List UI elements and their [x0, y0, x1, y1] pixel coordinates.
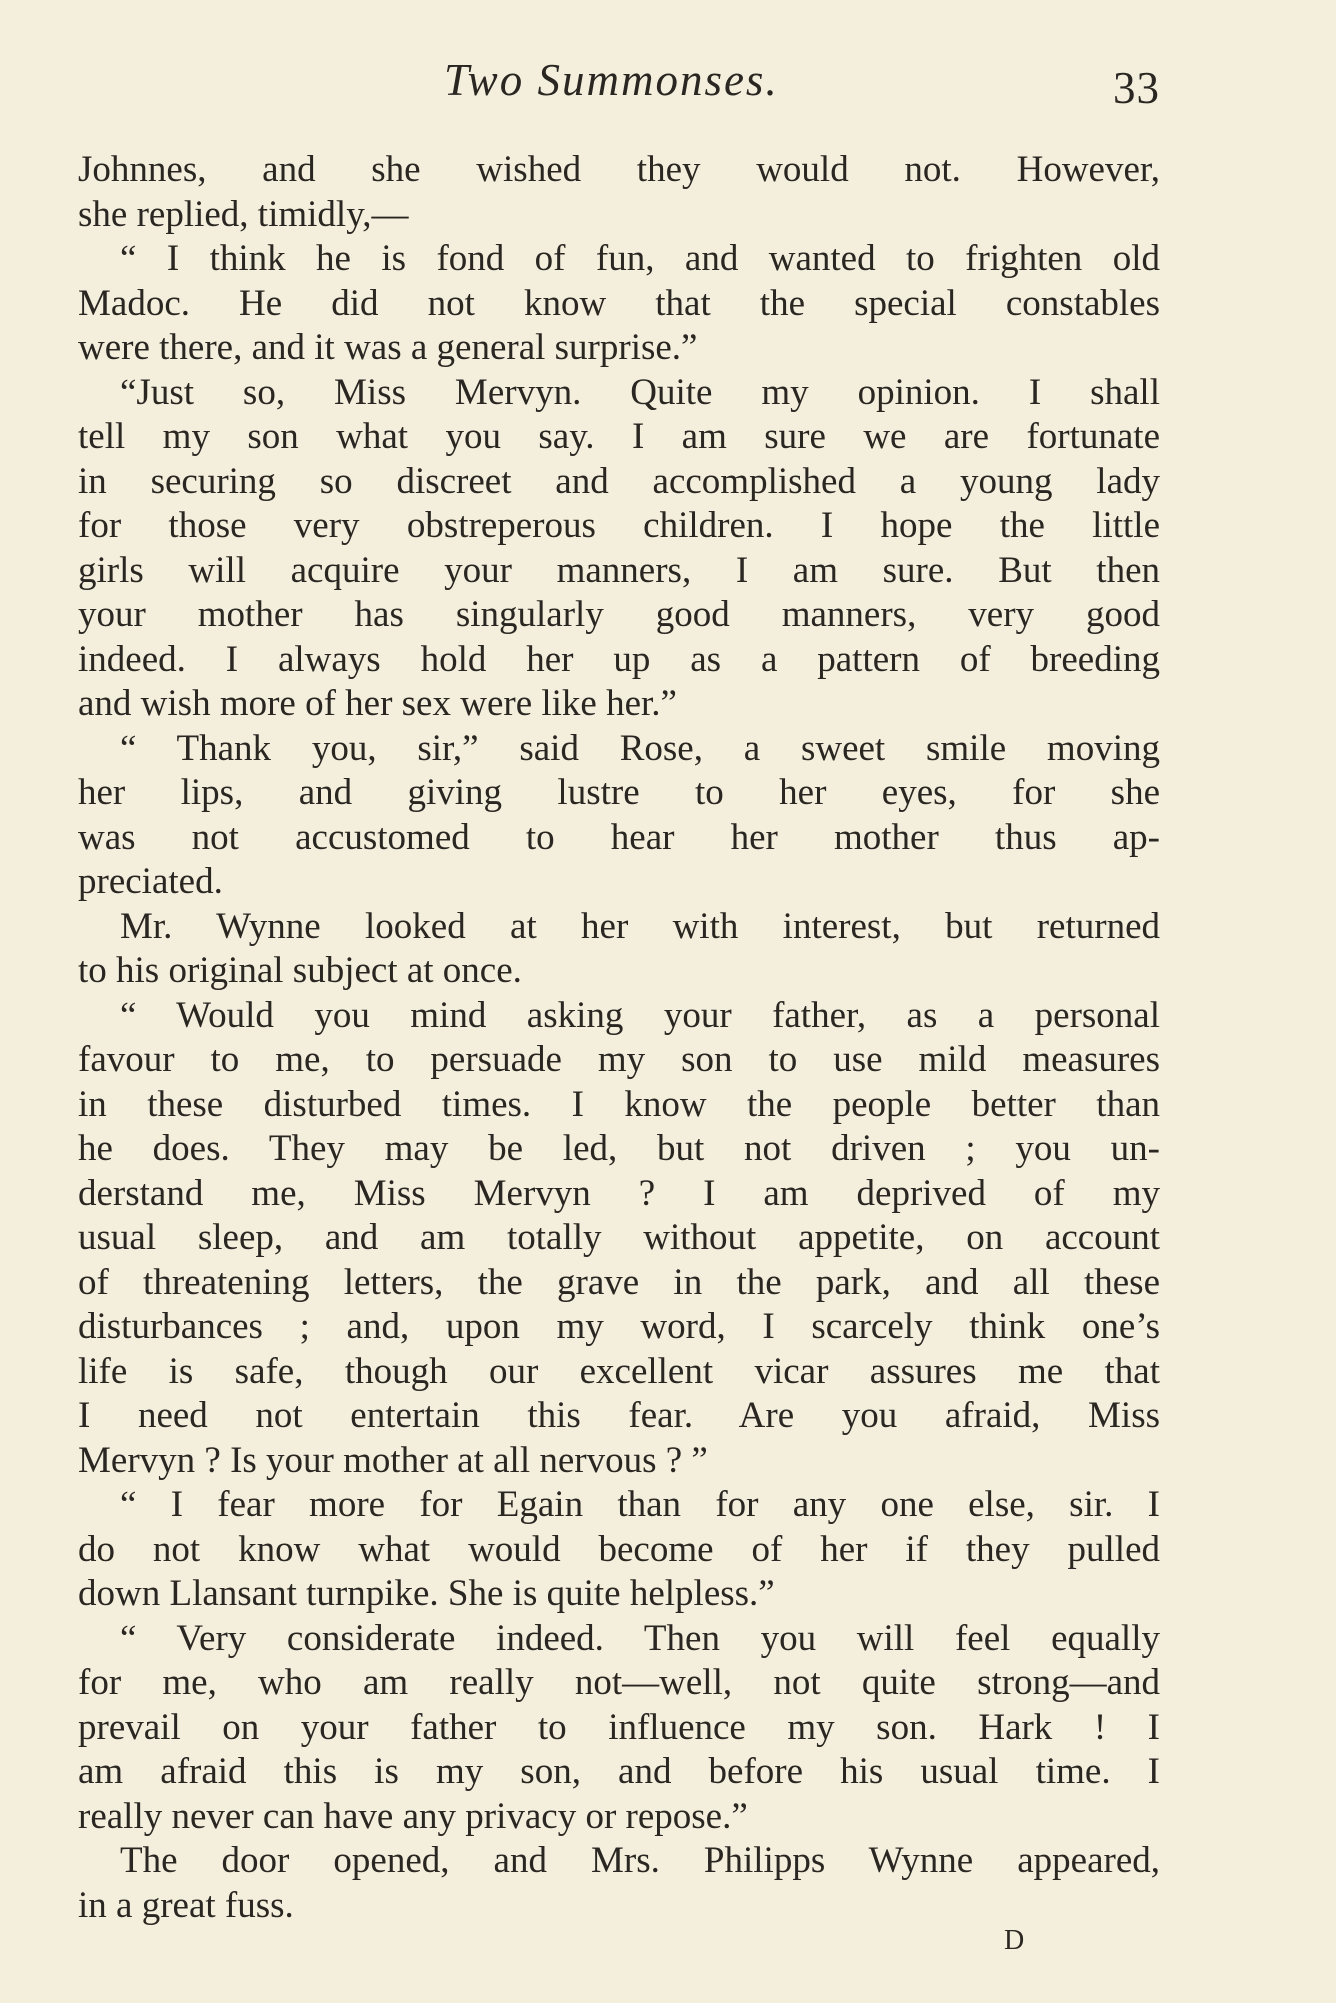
text-line: for me, who am really not—well, not quite strong—and — [78, 1662, 1160, 1703]
text-line: and wish more of her sex were like her.” — [78, 683, 677, 724]
signature-mark: D — [1004, 1925, 1026, 1956]
text-line: down Llansant turnpike. She is quite helpless.” — [78, 1573, 775, 1614]
text-line: usual sleep, and am totally without appetite, on account — [78, 1217, 1160, 1258]
text-line: preciated. — [78, 861, 223, 902]
page-number: 33 — [1113, 63, 1160, 113]
text-line: “ Very considerate indeed. Then you will feel equally — [120, 1617, 1160, 1659]
text-line: “ Thank you, sir,” said Rose, a sweet smile moving — [120, 727, 1160, 769]
text-line: favour to me, to persuade my son to use mild measures — [78, 1039, 1160, 1080]
text-line: Mervyn ? Is your mother at all nervous ? ” — [78, 1439, 708, 1481]
running-head — [78, 48, 1160, 118]
text-line: were there, and it was a general surprise.” — [78, 327, 698, 368]
text-line: tell my son what you say. I am sure we are fortunate — [78, 416, 1160, 457]
text-line: derstand me, Miss Mervyn ? I am deprived of my — [78, 1172, 1160, 1214]
text-line: “ I think he is fond of fun, and wanted to frighten old — [120, 238, 1160, 279]
text-line: girls will acquire your manners, I am sure. But then — [78, 549, 1160, 591]
text-line: life is safe, though our excellent vicar assures me that — [78, 1350, 1160, 1392]
text-line: Johnnes, and she wished they would not. However, — [78, 149, 1160, 190]
text-line: am afraid this is my son, and before his usual time. I — [78, 1751, 1160, 1792]
text-line: disturbances ; and, upon my word, I scarcely think one’s — [78, 1306, 1160, 1347]
text-line: prevail on your father to influence my son. Hark ! I — [78, 1706, 1160, 1748]
text-line: in these disturbed times. I know the people better than — [78, 1083, 1160, 1125]
text-line: Mr. Wynne looked at her with interest, but returned — [120, 905, 1160, 947]
text-line: in securing so discreet and accomplished a young lady — [78, 460, 1160, 502]
text-line: Madoc. He did not know that the special constables — [78, 282, 1160, 324]
text-line: The door opened, and Mrs. Philipps Wynne appeared, — [120, 1840, 1160, 1881]
text-line: of threatening letters, the grave in the park, and all these — [78, 1261, 1160, 1303]
text-line: was not accustomed to hear her mother thus ap- — [78, 816, 1160, 858]
text-line: her lips, and giving lustre to her eyes, for she — [78, 772, 1160, 813]
text-line: she replied, timidly,— — [78, 193, 409, 235]
body-text — [78, 148, 1160, 1928]
text-line: in a great fuss. — [78, 1884, 294, 1926]
text-line: I need not entertain this fear. Are you afraid, Miss — [78, 1395, 1160, 1436]
text-line: to his original subject at once. — [78, 950, 522, 991]
running-title: Two Summonses. — [444, 55, 779, 105]
text-line: your mother has singularly good manners, very good — [78, 594, 1160, 635]
text-line: “ Would you mind asking your father, as a personal — [120, 994, 1160, 1036]
text-line: indeed. I always hold her up as a pattern of breeding — [78, 638, 1160, 680]
text-line: “ I fear more for Egain than for any one else, sir. I — [120, 1484, 1160, 1525]
text-line: for those very obstreperous children. I hope the little — [78, 505, 1160, 546]
text-line: “Just so, Miss Mervyn. Quite my opinion. I shall — [120, 371, 1160, 413]
text-line: he does. They may be led, but not driven ; you un- — [78, 1128, 1160, 1169]
text-line: do not know what would become of her if they pulled — [78, 1528, 1160, 1570]
text-line: really never can have any privacy or repose.” — [78, 1795, 748, 1837]
